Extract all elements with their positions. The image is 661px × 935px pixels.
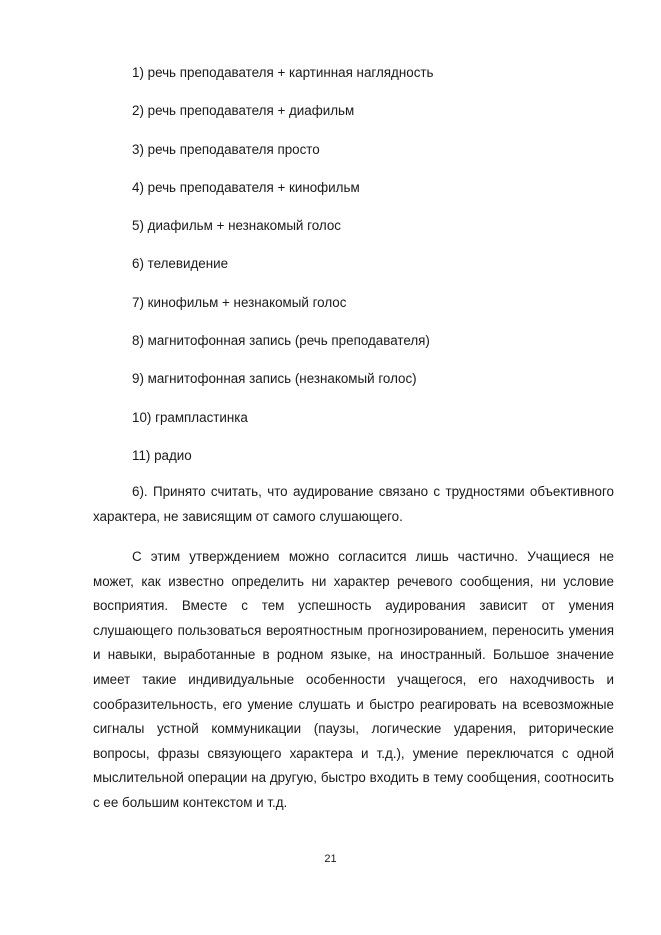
list-item: 1) речь преподавателя + картинная наглядность bbox=[132, 65, 434, 80]
list-item: 10) грампластинка bbox=[132, 409, 248, 425]
list-item: 8) магнитофонная запись (речь преподавателя) bbox=[132, 333, 430, 349]
list-item: 3) речь преподавателя просто bbox=[132, 141, 320, 157]
paragraph-statement: 6). Принято считать, что аудирование связано с трудностями объективного характера, не зависящим от самого слушающего. bbox=[93, 484, 614, 524]
list-item: 9) магнитофонная запись (незнакомый голос) bbox=[132, 371, 417, 387]
page-number: 21 bbox=[324, 853, 337, 865]
media-list bbox=[132, 64, 434, 485]
list-item: 5) диафильм + незнакомый голос bbox=[132, 218, 341, 234]
list-item: 7) кинофильм + незнакомый голос bbox=[132, 294, 347, 310]
list-item: 4) речь преподавателя + кинофильм bbox=[132, 179, 360, 195]
list-item: 2) речь преподавателя + диафильм bbox=[132, 103, 355, 119]
list-item: 6) телевидение bbox=[132, 256, 229, 272]
paragraph-discussion: С этим утверждением можно согласится лишь частично. Учащиеся не может, как известно определить ни характер речевого сообщения, ни условие восприятия. Вместе с тем успешность аудирования зависит от умения слушающего пользоваться вероятностным прогнозированием, переносить умения и навыки, выработанные в родном языке, на иностранный. Большое значение имеет такие индивидуальные особенности учащегося, его находчивость и сообразительность, его умение слушать и быстро реагировать на всевозможные сигналы устной коммуникации (паузы, логические ударения, риторические вопросы, фразы связующего характера и т.д.), умение переключатся с одной мыслительной операции на другую, быстро входить в тему сообщения, соотносить с ее большим контекстом и т.д. bbox=[93, 549, 614, 810]
list-item: 11) радио bbox=[132, 447, 192, 463]
